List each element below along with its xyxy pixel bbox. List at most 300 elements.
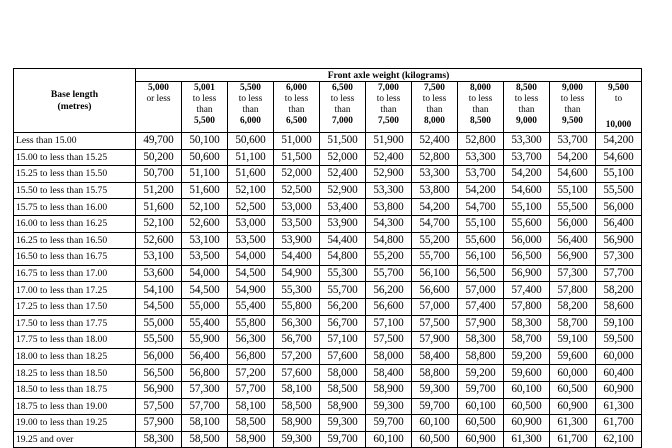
weight-cell: 53,900 xyxy=(320,215,366,232)
weight-cell: 61,700 xyxy=(596,415,642,432)
weight-cell: 52,600 xyxy=(182,215,228,232)
base-length-cell: Less than 15.00 xyxy=(14,133,136,150)
weight-cell: 54,200 xyxy=(550,149,596,166)
weight-cell: 61,300 xyxy=(550,415,596,432)
column-header-text xyxy=(596,105,641,116)
weight-cell: 55,700 xyxy=(366,265,412,282)
weight-cell: 59,300 xyxy=(274,431,320,448)
weight-cell: 60,900 xyxy=(596,381,642,398)
column-header-bottom: 7,000 xyxy=(332,116,353,126)
weight-cell: 59,700 xyxy=(366,415,412,432)
weight-cell: 56,000 xyxy=(596,199,642,216)
column-header xyxy=(550,82,596,133)
weight-cell: 55,000 xyxy=(136,315,182,332)
column-header-text: to less xyxy=(376,94,401,104)
weight-cell: 57,800 xyxy=(550,282,596,299)
weight-cell: 53,600 xyxy=(136,265,182,282)
weight-cell: 54,700 xyxy=(412,215,458,232)
weight-cell: 55,100 xyxy=(596,166,642,183)
weight-cell: 58,000 xyxy=(366,348,412,365)
weight-cell: 50,100 xyxy=(182,133,228,150)
weight-cell: 55,500 xyxy=(136,332,182,349)
table-row xyxy=(14,348,642,365)
column-header xyxy=(182,82,228,133)
weight-cell: 56,200 xyxy=(366,282,412,299)
header-row-top xyxy=(14,69,642,82)
weight-cell: 56,900 xyxy=(596,232,642,249)
column-header xyxy=(228,82,274,133)
weight-cell: 54,700 xyxy=(458,199,504,216)
weight-cell: 59,300 xyxy=(320,415,366,432)
weight-cell: 54,500 xyxy=(136,298,182,315)
base-length-cell: 18.75 to less than 19.00 xyxy=(14,398,136,415)
weight-cell: 55,400 xyxy=(182,315,228,332)
weight-cell: 52,400 xyxy=(366,149,412,166)
weight-cell: 61,700 xyxy=(550,431,596,448)
weight-cell: 52,400 xyxy=(412,133,458,150)
weight-cell: 56,100 xyxy=(458,249,504,266)
table-row xyxy=(14,415,642,432)
weight-cell: 58,500 xyxy=(182,431,228,448)
weight-cell: 59,300 xyxy=(412,381,458,398)
weight-cell: 51,600 xyxy=(136,199,182,216)
weight-cell: 53,700 xyxy=(458,166,504,183)
table-row xyxy=(14,182,642,199)
base-length-header-line-2: (metres) xyxy=(57,100,92,112)
weight-cell: 53,800 xyxy=(366,199,412,216)
weight-cell: 57,300 xyxy=(182,381,228,398)
base-length-cell: 17.25 to less than 17.50 xyxy=(14,298,136,315)
weight-cell: 54,600 xyxy=(596,149,642,166)
weight-cell: 58,900 xyxy=(274,415,320,432)
column-header-top: 8,500 xyxy=(516,83,537,93)
base-length-cell: 19.00 to less than 19.25 xyxy=(14,415,136,432)
column-header-bottom: 8,500 xyxy=(470,116,491,126)
weight-cell: 57,900 xyxy=(412,332,458,349)
column-header-text: to less xyxy=(238,94,263,104)
weight-cell: 50,600 xyxy=(182,149,228,166)
weight-cell: 52,900 xyxy=(320,182,366,199)
weight-cell: 56,200 xyxy=(320,298,366,315)
weight-cell: 56,900 xyxy=(550,249,596,266)
column-header-text: to xyxy=(614,94,623,104)
weight-cell: 59,200 xyxy=(458,365,504,382)
column-header-text: to less xyxy=(330,94,355,104)
weight-cell: 53,000 xyxy=(274,199,320,216)
weight-cell: 57,100 xyxy=(320,332,366,349)
weight-cell: 54,400 xyxy=(320,232,366,249)
weight-cell: 60,100 xyxy=(412,415,458,432)
weight-cell: 53,700 xyxy=(550,133,596,150)
weight-cell: 58,400 xyxy=(412,348,458,365)
weight-cell: 58,900 xyxy=(228,431,274,448)
weight-cell: 58,500 xyxy=(228,415,274,432)
weight-cell: 56,400 xyxy=(182,348,228,365)
column-header xyxy=(320,82,366,133)
base-length-cell: 16.50 to less than 16.75 xyxy=(14,249,136,266)
weight-cell: 58,200 xyxy=(550,298,596,315)
weight-cell: 51,500 xyxy=(274,149,320,166)
weight-cell: 55,800 xyxy=(274,298,320,315)
table-row xyxy=(14,215,642,232)
weight-cell: 61,300 xyxy=(596,398,642,415)
weight-cell: 60,500 xyxy=(458,415,504,432)
column-header-text: than xyxy=(426,105,443,115)
weight-cell: 58,300 xyxy=(504,315,550,332)
weight-cell: 56,000 xyxy=(504,232,550,249)
weight-cell: 50,200 xyxy=(136,149,182,166)
column-header-top: 5,500 xyxy=(240,83,261,93)
base-length-header-line-1: Base length xyxy=(50,88,99,100)
weight-cell: 53,500 xyxy=(228,232,274,249)
table-row xyxy=(14,381,642,398)
weight-cell: 56,400 xyxy=(550,232,596,249)
base-length-cell: 15.50 to less than 15.75 xyxy=(14,182,136,199)
weight-cell: 52,500 xyxy=(274,182,320,199)
weight-cell: 57,700 xyxy=(182,398,228,415)
table-row xyxy=(14,315,642,332)
weight-cell: 52,400 xyxy=(320,166,366,183)
weight-cell: 52,100 xyxy=(182,199,228,216)
column-header xyxy=(274,82,320,133)
weight-cell: 49,700 xyxy=(136,133,182,150)
weight-cell: 51,500 xyxy=(320,133,366,150)
weight-cell: 55,700 xyxy=(320,282,366,299)
weight-cell: 56,000 xyxy=(550,215,596,232)
weight-cell: 54,200 xyxy=(412,199,458,216)
weight-cell: 52,000 xyxy=(320,149,366,166)
column-header-text: to less xyxy=(468,94,493,104)
weight-cell: 54,900 xyxy=(274,265,320,282)
weight-cell: 56,900 xyxy=(136,381,182,398)
weight-cell: 55,300 xyxy=(320,265,366,282)
base-length-cell: 15.75 to less than 16.00 xyxy=(14,199,136,216)
weight-cell: 54,900 xyxy=(228,282,274,299)
weight-cell: 59,600 xyxy=(504,365,550,382)
weight-cell: 54,500 xyxy=(182,282,228,299)
column-header xyxy=(504,82,550,133)
weight-cell: 57,900 xyxy=(458,315,504,332)
weight-cell: 57,400 xyxy=(504,282,550,299)
weight-cell: 57,500 xyxy=(136,398,182,415)
weight-cell: 55,200 xyxy=(412,232,458,249)
front-axle-weight-header: Front axle weight (kilograms) xyxy=(136,69,642,82)
weight-cell: 57,500 xyxy=(412,315,458,332)
table-row xyxy=(14,149,642,166)
column-header-text: to less xyxy=(422,94,447,104)
weight-cell: 54,400 xyxy=(274,249,320,266)
weight-cell: 58,600 xyxy=(596,298,642,315)
weight-cell: 55,100 xyxy=(550,182,596,199)
base-length-cell: 18.00 to less than 18.25 xyxy=(14,348,136,365)
weight-cell: 58,300 xyxy=(136,431,182,448)
weight-cell: 53,700 xyxy=(504,149,550,166)
weight-cell: 51,600 xyxy=(228,166,274,183)
weight-cell: 59,100 xyxy=(596,315,642,332)
weight-cell: 50,600 xyxy=(228,133,274,150)
weight-cell: 53,500 xyxy=(182,249,228,266)
table-row xyxy=(14,298,642,315)
weight-cell: 51,200 xyxy=(136,182,182,199)
weight-cell: 57,100 xyxy=(366,315,412,332)
weight-cell: 58,000 xyxy=(320,365,366,382)
column-header-bottom: 9,500 xyxy=(562,116,583,126)
weight-cell: 52,500 xyxy=(228,199,274,216)
column-header-text: than xyxy=(518,105,535,115)
table-header xyxy=(14,69,642,133)
weight-cell: 52,800 xyxy=(412,149,458,166)
weight-cell: 58,100 xyxy=(274,381,320,398)
table-row xyxy=(14,265,642,282)
column-header-text: to less xyxy=(514,94,539,104)
weight-cell: 60,900 xyxy=(504,415,550,432)
weight-cell: 54,600 xyxy=(550,166,596,183)
weight-cell: 55,500 xyxy=(550,199,596,216)
weight-cell: 50,700 xyxy=(136,166,182,183)
weight-cell: 57,700 xyxy=(228,381,274,398)
weight-cell: 58,100 xyxy=(228,398,274,415)
weight-cell: 53,300 xyxy=(458,149,504,166)
weight-cell: 55,900 xyxy=(182,332,228,349)
weight-cell: 55,300 xyxy=(274,282,320,299)
weight-cell: 53,400 xyxy=(320,199,366,216)
base-length-cell: 17.50 to less than 17.75 xyxy=(14,315,136,332)
weight-cell: 58,800 xyxy=(412,365,458,382)
column-header-text: to less xyxy=(560,94,585,104)
column-header-text: to less xyxy=(284,94,309,104)
column-header-top: 9,500 xyxy=(608,83,629,93)
base-length-cell: 15.25 to less than 15.50 xyxy=(14,166,136,183)
column-header-top: 7,500 xyxy=(424,83,445,93)
weight-cell: 57,800 xyxy=(504,298,550,315)
weight-cell: 54,000 xyxy=(182,265,228,282)
weight-cell: 53,300 xyxy=(412,166,458,183)
weight-cell: 54,800 xyxy=(320,249,366,266)
table-row xyxy=(14,365,642,382)
column-header-top: 9,000 xyxy=(562,83,583,93)
weight-cell: 59,200 xyxy=(504,348,550,365)
table-row xyxy=(14,199,642,216)
weight-cell: 56,100 xyxy=(412,265,458,282)
column-header-top: 6,500 xyxy=(332,83,353,93)
weight-cell: 56,800 xyxy=(228,348,274,365)
weight-cell: 54,200 xyxy=(504,166,550,183)
weight-cell: 58,700 xyxy=(550,315,596,332)
weight-cell: 55,600 xyxy=(504,215,550,232)
weight-cell: 58,500 xyxy=(274,398,320,415)
column-header-bottom: 9,000 xyxy=(516,116,537,126)
column-header xyxy=(136,82,182,133)
weight-cell: 51,000 xyxy=(274,133,320,150)
weight-cell: 57,000 xyxy=(412,298,458,315)
base-length-cell: 16.75 to less than 17.00 xyxy=(14,265,136,282)
base-length-cell: 17.00 to less than 17.25 xyxy=(14,282,136,299)
weight-cell: 60,400 xyxy=(596,365,642,382)
weight-cell: 51,900 xyxy=(366,133,412,150)
axle-weight-table-container xyxy=(13,68,642,448)
weight-cell: 55,700 xyxy=(412,249,458,266)
weight-cell: 52,100 xyxy=(228,182,274,199)
weight-cell: 57,000 xyxy=(458,282,504,299)
column-header-text: to less xyxy=(192,94,217,104)
column-header-bottom: 8,000 xyxy=(424,116,445,126)
weight-cell: 57,600 xyxy=(320,348,366,365)
base-length-cell: 15.00 to less than 15.25 xyxy=(14,149,136,166)
column-header xyxy=(596,82,642,133)
weight-cell: 52,900 xyxy=(366,166,412,183)
weight-cell: 53,000 xyxy=(228,215,274,232)
weight-cell: 58,800 xyxy=(458,348,504,365)
weight-cell: 51,100 xyxy=(228,149,274,166)
weight-cell: 60,500 xyxy=(550,381,596,398)
weight-cell: 57,200 xyxy=(274,348,320,365)
weight-cell: 60,100 xyxy=(366,431,412,448)
weight-cell: 56,600 xyxy=(412,282,458,299)
weight-cell: 52,800 xyxy=(458,133,504,150)
weight-cell: 55,800 xyxy=(228,315,274,332)
weight-cell: 54,500 xyxy=(228,265,274,282)
weight-cell: 56,700 xyxy=(274,332,320,349)
weight-cell: 60,500 xyxy=(504,398,550,415)
weight-cell: 59,500 xyxy=(596,332,642,349)
weight-cell: 59,700 xyxy=(412,398,458,415)
weight-cell: 51,100 xyxy=(182,166,228,183)
weight-cell: 56,700 xyxy=(320,315,366,332)
weight-cell: 54,200 xyxy=(458,182,504,199)
table-row xyxy=(14,232,642,249)
weight-cell: 57,400 xyxy=(458,298,504,315)
column-header-bottom: 6,500 xyxy=(286,116,307,126)
weight-cell: 59,700 xyxy=(458,381,504,398)
weight-cell: 54,000 xyxy=(228,249,274,266)
column-header-bottom: 10,000 xyxy=(605,120,632,130)
axle-weight-table xyxy=(13,68,642,448)
weight-cell: 58,700 xyxy=(504,332,550,349)
weight-cell: 58,400 xyxy=(366,365,412,382)
column-header-bottom: 7,500 xyxy=(378,116,399,126)
weight-cell: 62,100 xyxy=(596,431,642,448)
column-header-top: 5,001 xyxy=(194,83,215,93)
base-length-cell: 16.25 to less than 16.50 xyxy=(14,232,136,249)
table-row xyxy=(14,282,642,299)
weight-cell: 58,900 xyxy=(320,398,366,415)
weight-cell: 58,900 xyxy=(366,381,412,398)
base-length-cell: 18.25 to less than 18.50 xyxy=(14,365,136,382)
weight-cell: 55,600 xyxy=(458,232,504,249)
column-header-text: than xyxy=(380,105,397,115)
base-length-cell: 19.25 and over xyxy=(14,431,136,448)
column-header-text: than xyxy=(334,105,351,115)
weight-cell: 52,100 xyxy=(136,215,182,232)
table-row xyxy=(14,332,642,349)
column-header-text: or less xyxy=(146,94,171,104)
weight-cell: 56,500 xyxy=(504,249,550,266)
base-length-cell: 17.75 to less than 18.00 xyxy=(14,332,136,349)
table-row xyxy=(14,249,642,266)
weight-cell: 56,800 xyxy=(182,365,228,382)
column-header-top: 8,000 xyxy=(470,83,491,93)
weight-cell: 56,000 xyxy=(136,348,182,365)
column-header-top: 5,000 xyxy=(148,83,169,93)
weight-cell: 59,100 xyxy=(550,332,596,349)
weight-cell: 57,200 xyxy=(228,365,274,382)
column-header-bottom: 6,000 xyxy=(240,116,261,126)
weight-cell: 56,400 xyxy=(596,215,642,232)
weight-cell: 58,100 xyxy=(182,415,228,432)
weight-cell: 55,200 xyxy=(366,249,412,266)
base-length-cell: 18.50 to less than 18.75 xyxy=(14,381,136,398)
weight-cell: 56,500 xyxy=(136,365,182,382)
weight-cell: 58,500 xyxy=(320,381,366,398)
weight-cell: 55,400 xyxy=(228,298,274,315)
column-header-text: than xyxy=(288,105,305,115)
weight-cell: 55,100 xyxy=(458,215,504,232)
column-header-text: than xyxy=(564,105,581,115)
weight-cell: 61,300 xyxy=(504,431,550,448)
column-header xyxy=(366,82,412,133)
weight-cell: 53,100 xyxy=(136,249,182,266)
column-header-top: 7,000 xyxy=(378,83,399,93)
weight-cell: 53,100 xyxy=(182,232,228,249)
weight-cell: 56,900 xyxy=(504,265,550,282)
table-body xyxy=(14,133,642,448)
column-header-top: 6,000 xyxy=(286,83,307,93)
weight-cell: 56,300 xyxy=(274,315,320,332)
weight-cell: 54,300 xyxy=(366,215,412,232)
weight-cell: 54,600 xyxy=(504,182,550,199)
table-row xyxy=(14,133,642,150)
weight-cell: 60,500 xyxy=(412,431,458,448)
weight-cell: 60,100 xyxy=(504,381,550,398)
column-header-text: than xyxy=(472,105,489,115)
weight-cell: 52,000 xyxy=(274,166,320,183)
weight-cell: 55,500 xyxy=(596,182,642,199)
weight-cell: 53,500 xyxy=(274,215,320,232)
weight-cell: 57,300 xyxy=(596,249,642,266)
column-header-text: than xyxy=(242,105,259,115)
base-length-cell: 16.00 to less than 16.25 xyxy=(14,215,136,232)
weight-cell: 57,900 xyxy=(136,415,182,432)
weight-cell: 52,600 xyxy=(136,232,182,249)
weight-cell: 60,100 xyxy=(458,398,504,415)
weight-cell: 59,700 xyxy=(320,431,366,448)
weight-cell: 57,500 xyxy=(366,332,412,349)
weight-cell: 51,600 xyxy=(182,182,228,199)
weight-cell: 58,200 xyxy=(596,282,642,299)
column-header-text: than xyxy=(196,105,213,115)
weight-cell: 54,100 xyxy=(136,282,182,299)
weight-cell: 54,800 xyxy=(366,232,412,249)
weight-cell: 56,300 xyxy=(228,332,274,349)
weight-cell: 56,500 xyxy=(458,265,504,282)
weight-cell: 60,900 xyxy=(550,398,596,415)
weight-cell: 53,800 xyxy=(412,182,458,199)
column-header xyxy=(412,82,458,133)
weight-cell: 58,300 xyxy=(458,332,504,349)
weight-cell: 57,300 xyxy=(550,265,596,282)
weight-cell: 60,000 xyxy=(596,348,642,365)
weight-cell: 53,300 xyxy=(504,133,550,150)
table-row xyxy=(14,431,642,448)
weight-cell: 59,300 xyxy=(366,398,412,415)
base-length-header xyxy=(14,69,136,133)
weight-cell: 53,300 xyxy=(366,182,412,199)
column-header-bottom: 5,500 xyxy=(194,116,215,126)
weight-cell: 57,600 xyxy=(274,365,320,382)
weight-cell: 54,200 xyxy=(596,133,642,150)
weight-cell: 53,900 xyxy=(274,232,320,249)
weight-cell: 60,900 xyxy=(458,431,504,448)
